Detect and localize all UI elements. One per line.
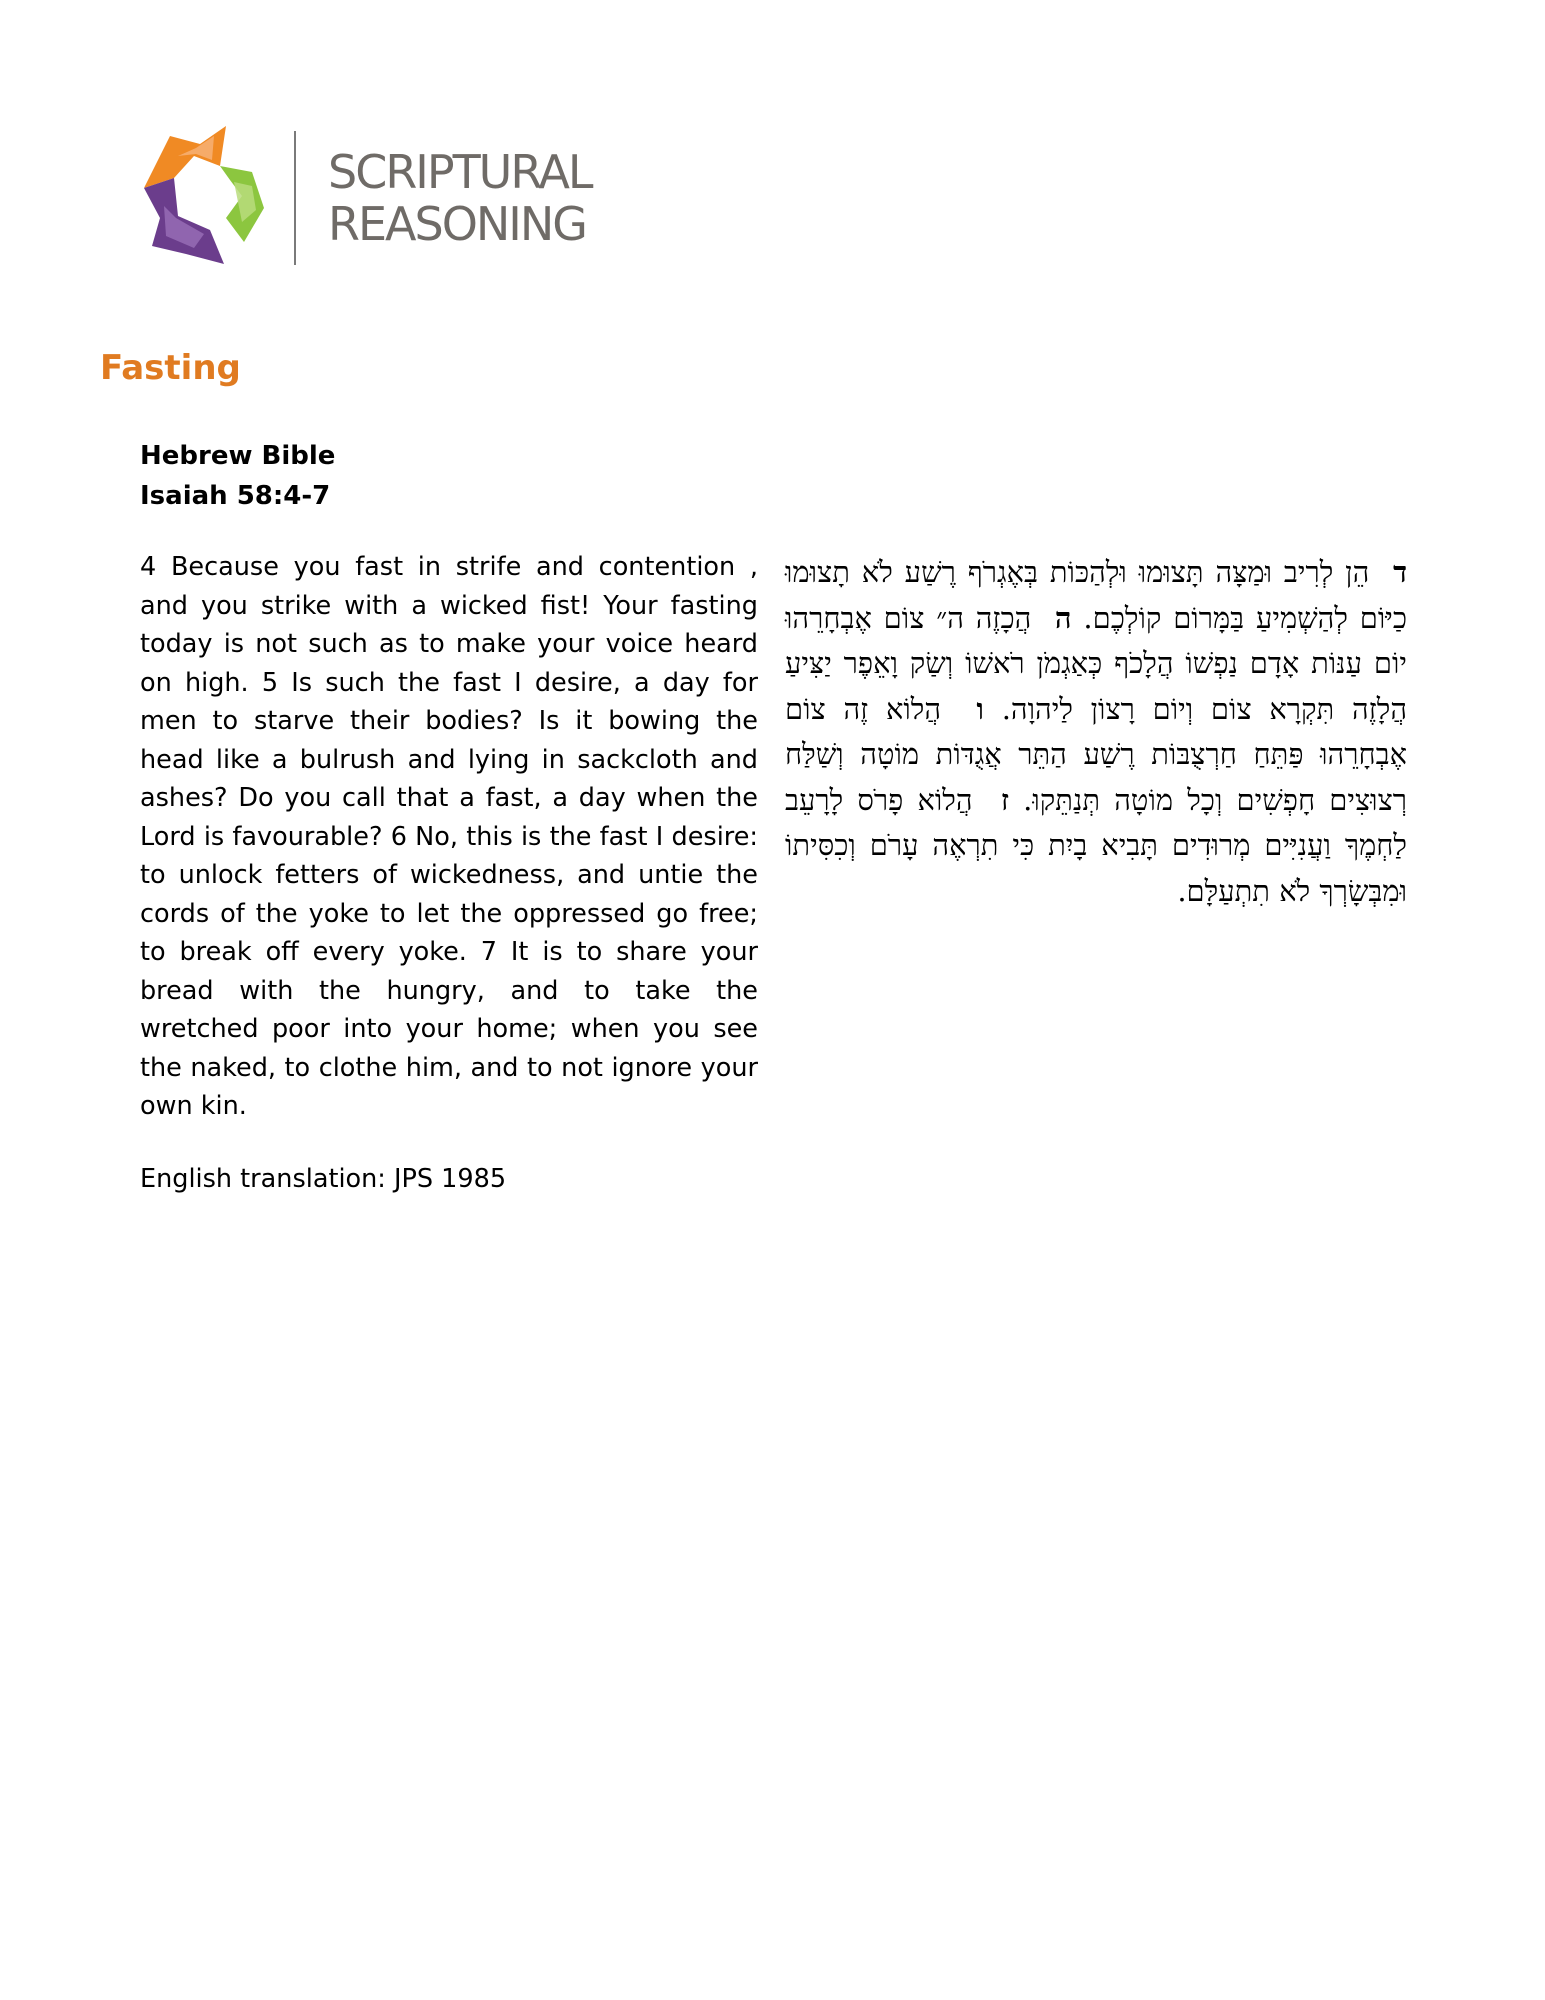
logo-divider: [294, 131, 296, 265]
source-tradition: Hebrew Bible: [140, 441, 336, 471]
source-reference: Isaiah 58:4-7: [140, 481, 331, 511]
verse-number-5: ה: [1054, 600, 1072, 635]
section-title: Fasting: [100, 348, 241, 388]
logo-line-2: REASONING: [328, 197, 586, 251]
hebrew-passage: [785, 550, 1407, 914]
scriptural-reasoning-logo: [134, 126, 614, 268]
hebrew-verse-6: הֲלוֹא זֶה צוֹם אֶבְחָרֵהוּ פַּתֵּחַ חַרְצֻבּוֹת רֶשַׁע הַתֵּר אֲגֻדּוֹת מוֹטָה וְשַׁלַּח רְצוּצִים חָפְשִׁים וְכָל מוֹטָה תְּנַתֵּקוּ.: [785, 691, 1408, 817]
logo-wordmark: [328, 146, 592, 250]
source-citation: [140, 436, 335, 516]
logo-line-1: SCRIPTURAL: [328, 145, 592, 199]
hebrew-verse-7: הֲלוֹא פָרֹס לָרָעֵב לַחְמֶךָ וַעֲנִיִּים מְרוּדִים תָּבִיא בָיִת כִּי תִרְאֶה עָרֹם וְכִסִּיתוֹ וּמִבְּשָׂרְךָ לֹא תִתְעַלָּם.: [785, 782, 1407, 908]
verse-number-7: ז: [1000, 782, 1009, 817]
verse-number-6: ו: [976, 691, 984, 726]
hebrew-verse-4: הֵן לְרִיב וּמַצָּה תָּצוּמוּ וּלְהַכּוֹת בְּאֶגְרֹף רֶשַׁע לֹא תָצוּמוּ כַיּוֹם לְהַשְׁמִיעַ בַּמָּרוֹם קוֹלְכֶם.: [785, 555, 1408, 635]
translation-note: English translation: JPS 1985: [140, 1164, 507, 1194]
verse-number-4: ד: [1393, 555, 1408, 589]
english-passage: 4 Because you fast in strife and contention , and you strike with a wicked fist! Your fasting today is not such as to make your voice heard on high. 5 Is such the fast I desire, a day for men to starve their bodies? Is it bowing the head like a bulrush and lying in sackcloth and ashes? Do you call that a fast, a day when the Lord is favourable? 6 No, this is the fast I desire: to unlock fetters of wickedness, and untie the cords of the yoke to let the oppressed go free; to break off every yoke. 7 It is to share your bread with the hungry, and to take the wretched poor into your home; when you see the naked, to clothe him, and to not ignore your own kin.: [140, 552, 758, 1121]
star-book-logo-icon: [134, 126, 270, 266]
hebrew-verse-5: הֲכָזֶה ה״ צוֹם אֶבְחָרֵהוּ יוֹם עַנּוֹת אָדָם נַפְשׁוֹ הֲלָכֹף כְּאַגְמֹן רֹאשׁוֹ וְשַׂק וָאֵפֶר יַצִּיעַ הֲלָזֶה תִּקְרָא צוֹם וְיוֹם רָצוֹן לַיהוָה.: [785, 600, 1407, 726]
